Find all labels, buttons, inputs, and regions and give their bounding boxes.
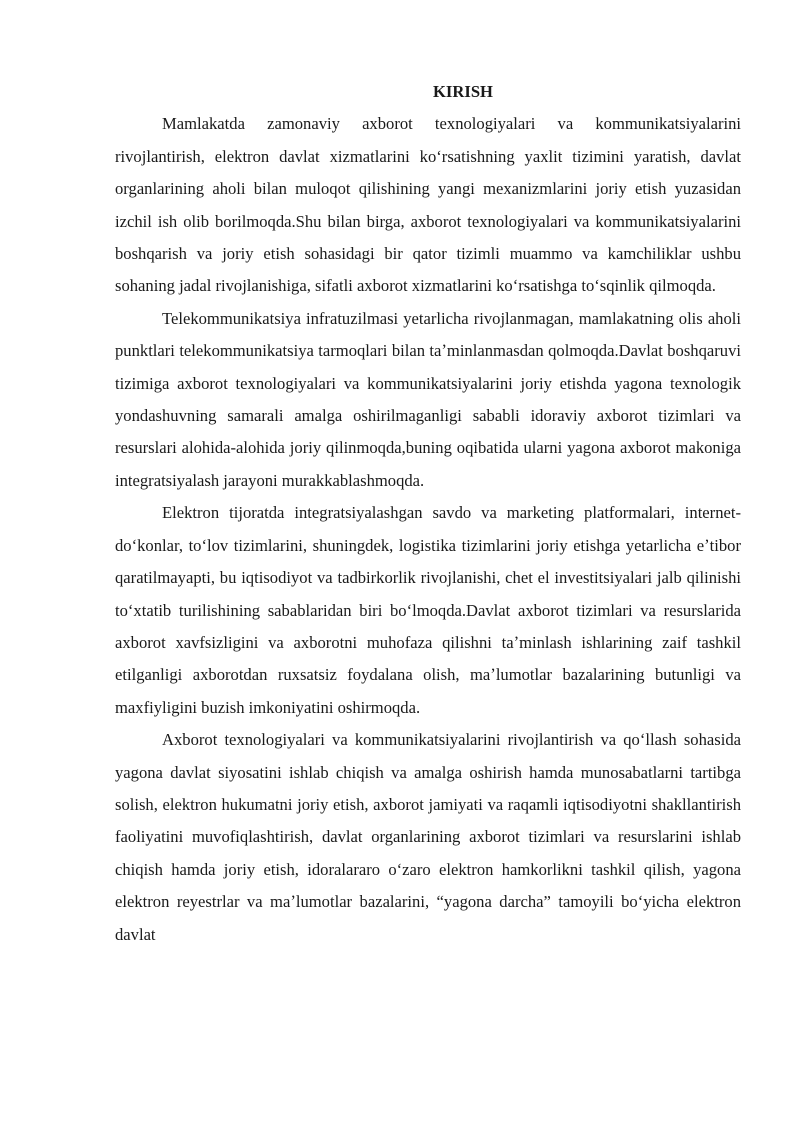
page-title: KIRISH [433, 82, 493, 101]
paragraph: Axborot texnologiyalari va kommunikatsiyalarini rivojlantirish va qoʻllash sohasida yagona davlat siyosatini ishlab chiqish va amalga oshirish hamda munosabatlarni tartibga solish, elektron hukumatni joriy etish, axborot jamiyati va raqamli iqtisodiyotni shakllantirish faoliyatini muvofiqlashtirish, davlat organlarining axborot tizimlari va resurslarini ishlab chiqish hamda joriy etish, idoralararo oʻzaro elektron hamkorlikni tashkil qilish, yagona elektron reyestrlar va maʼlumotlar bazalarini, “yagona darcha” tamoyili boʻyicha elektron davlat [115, 730, 741, 944]
document-body [115, 76, 741, 951]
paragraph: Telekommunikatsiya infratuzilmasi yetarlicha rivojlanmagan, mamlakatning olis aholi punktlari telekommunikatsiya tarmoqlari bilan taʼminlanmasdan qolmoqda.Davlat boshqaruvi tizimiga axborot texnologiyalari va kommunikatsiyalarini joriy etishda yagona texnologik yondashuvning samarali amalga oshirilmaganligi sababli idoraviy axborot tizimlari va resurslari alohida-alohida joriy qilinmoqda,buning oqibatida ularni yagona axborot makoniga integratsiyalash jarayoni murakkablashmoqda. [115, 308, 741, 490]
paragraph: Elektron tijoratda integratsiyalashgan savdo va marketing platformalari, internet-doʻkonlar, toʻlov tizimlarini, shuningdek, logistika tizimlarini joriy etishga yetarlicha eʼtibor qaratilmayapti, bu iqtisodiyot va tadbirkorlik rivojlanishi, chet el investitsiyalari jalb qilinishi toʻxtatib turilishining sabablaridan biri boʻlmoqda.Davlat axborot tizimlari va resurslarida axborot xavfsizligini va axborotni muhofaza qilishni taʼminlash ishlarining zaif tashkil etilganligi axborotdan ruxsatsiz foydalana olish, maʼlumotlar bazalarining butunligi va maxfiyligini buzish imkoniyatini oshirmoqda. [115, 503, 741, 717]
paragraph: Mamlakatda zamonaviy axborot texnologiyalari va kommunikatsiyalarini rivojlantirish, elektron davlat xizmatlarini koʻrsatishning yaxlit tizimini yaratish, davlat organlarining aholi bilan muloqot qilishining yangi mexanizmlarini joriy etish yuzasidan izchil ish olib borilmoqda.Shu bilan birga, axborot texnologiyalari va kommunikatsiyalarini boshqarish va joriy etish sohasidagi bir qator tizimli muammo va kamchiliklar ushbu sohaning jadal rivojlanishiga, sifatli axborot xizmatlarini koʻrsatishga toʻsqinlik qilmoqda. [115, 114, 741, 296]
